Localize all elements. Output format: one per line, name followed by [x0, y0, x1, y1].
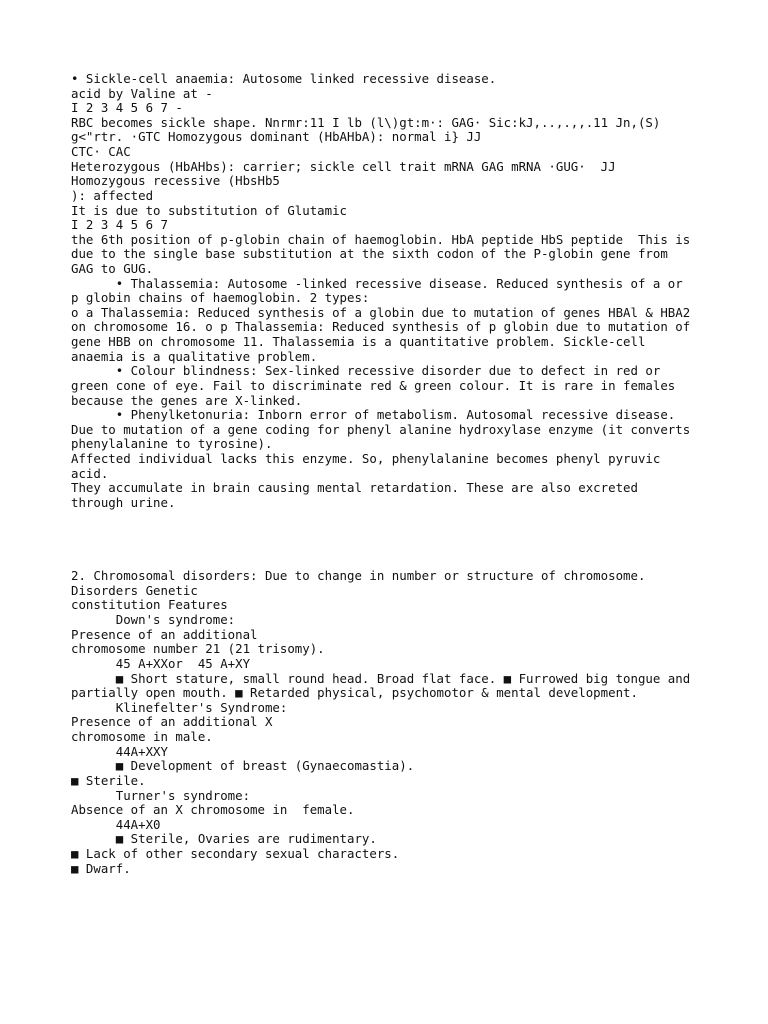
feature-list: ■ Sterile, Ovaries are rudimentary. [71, 831, 377, 846]
feature-list: ■ Short stature, small round head. Broad flat face. ■ Furrowed big tongue and [71, 671, 691, 686]
text-line: through urine. [71, 495, 176, 510]
disorder-name: Turner's syndrome: [71, 788, 251, 803]
text-line: CTC· CAC [71, 144, 131, 159]
disorder-name: Down's syndrome: [71, 612, 236, 627]
text-line: • Thalassemia: Autosome -linked recessive disease. Reduced synthesis of a or [71, 276, 683, 291]
text-line: They accumulate in brain causing mental retardation. These are also excreted [71, 480, 638, 495]
text-line: Affected individual lacks this enzyme. So, phenylalanine becomes phenyl pyruvic [71, 451, 661, 466]
text-line: chromosome in male. [71, 729, 213, 744]
text-line: ): affected [71, 188, 154, 203]
text-line: anaemia is a qualitative problem. [71, 349, 318, 364]
genetic-constitution: 45 A+XXor 45 A+XY [71, 656, 251, 671]
text-line: • Colour blindness: Sex-linked recessive disorder due to defect in red or [71, 363, 661, 378]
text-line: p globin chains of haemoglobin. 2 types: [71, 290, 370, 305]
text-line: Due to mutation of a gene coding for phenyl alanine hydroxylase enzyme (it converts [71, 422, 691, 437]
text-line: acid by Valine at - [71, 86, 213, 101]
table-header-line: constitution Features [71, 597, 228, 612]
text-line: Presence of an additional [71, 627, 258, 642]
disorder-name: Klinefelter's Syndrome: [71, 700, 288, 715]
text-line: • Phenylketonuria: Inborn error of metabolism. Autosomal recessive disease. [71, 407, 676, 422]
text-line: because the genes are X-linked. [71, 393, 303, 408]
text-line: g<"rtr. ·GTC Homozygous dominant (HbAHbA): normal i} JJ [71, 129, 482, 144]
feature-list: ■ Development of breast (Gynaecomastia). [71, 758, 415, 773]
text-line: • Sickle-cell anaemia: Autosome linked recessive disease. [71, 71, 497, 86]
text-line: Homozygous recessive (HbsHb5 [71, 173, 280, 188]
text-line: o a Thalassemia: Reduced synthesis of a globin due to mutation of genes HBAl & HBA2 [71, 305, 691, 320]
text-line: gene HBB on chromosome 11. Thalassemia is a quantitative problem. Sickle-cell [71, 334, 646, 349]
feature-list: ■ Dwarf. [71, 861, 131, 876]
table-header-line: Disorders Genetic [71, 583, 198, 598]
text-line: Presence of an additional X [71, 714, 273, 729]
text-line: the 6th position of p-globin chain of haemoglobin. HbA peptide HbS peptide This is [71, 232, 691, 247]
feature-list: ■ Lack of other secondary sexual characters. [71, 846, 400, 861]
section-heading: 2. Chromosomal disorders: Due to change in number or structure of chromosome. [71, 568, 646, 583]
text-line: due to the single base substitution at the sixth codon of the P-globin gene from [71, 246, 668, 261]
text-line: chromosome number 21 (21 trisomy). [71, 641, 325, 656]
genetic-constitution: 44A+X0 [71, 817, 161, 832]
text-line: GAG to GUG. [71, 261, 154, 276]
text-line: acid. [71, 466, 109, 481]
feature-list: partially open mouth. ■ Retarded physical, psychomotor & mental development. [71, 685, 638, 700]
text-line: Absence of an X chromosome in female. [71, 802, 355, 817]
text-line: on chromosome 16. o p Thalassemia: Reduced synthesis of p globin due to mutation of [71, 319, 691, 334]
genetic-constitution: 44A+XXY [71, 744, 168, 759]
text-line: I 2 3 4 5 6 7 - [71, 100, 183, 115]
feature-list: ■ Sterile. [71, 773, 146, 788]
text-line: green cone of eye. Fail to discriminate red & green colour. It is rare in females [71, 378, 676, 393]
text-line: It is due to substitution of Glutamic [71, 203, 348, 218]
text-line: I 2 3 4 5 6 7 [71, 217, 168, 232]
text-line: RBC becomes sickle shape. Nnrmr:11 I lb (l\)gt:m·: GAG· Sic:kJ,..,.,,.11 Jn,(S) [71, 115, 661, 130]
text-line: phenylalanine to tyrosine). [71, 436, 273, 451]
text-line: Heterozygous (HbAHbs): carrier; sickle cell trait mRNA GAG mRNA ·GUG· JJ [71, 159, 616, 174]
